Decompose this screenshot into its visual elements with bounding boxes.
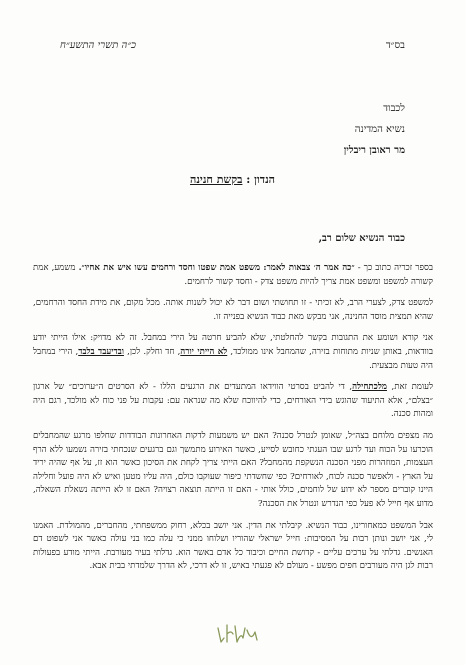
paragraph-3-bold: לא הייתי יורה (180, 346, 228, 357)
addressee-line-title: נשיא המדינה (354, 124, 405, 135)
paragraph-4 (33, 381, 433, 422)
paragraph-6: אבל המשפט כמאחורינו, כבוד הנשיא. קיבלתי את הדין. אני יושב בכלא, רחוק ממשפחתי, מהחברים, מהמולדת. האמנו לי, אני יושב ונותן רבות על המסיבות: חייל ישראלי שהוריו ושלוחו ממני כי עלה כמו בני עולה כאשר אני לשפוט דם האנשים. גדלתי על ערכים עליים - קדושת החיים וכיבוד כל אדם באשר הוא. גדלתי בעיר מעורבת. הייתי מודע בפעולות רבות לגן היה מעורבים חפים מפשע - מעולם לא פגעתי באיש, זו לא דרכי, לא הדרך שלמדתי בבית אבא. (33, 520, 433, 572)
paragraph-5: מה מצפים מלוחם בצה״ל, שאומן לנטרל סכנה? האם יש משמעות לדקות האחרונות הבודדות שחלפו מרגע שהמחבלים הוכרעו על הכוח ועד לרגע שבו העגתי כחובש לסייע, כאשר האירוע מתמשך וגם ברגעים שנכחתי בזירה נשמעו ללא הרף העצמות, המוזהרות מפני הסכנה הנשקפת מהמחבל? האם הייתי צריך לקחת את הסיכון כאשר הוא זז, על אף שהיה יריד על הארץ - ולאפשר סכנה לכוח, לאורחים? כפי שחשדתי כיפור שעוקבו כולם, היה עליו מטען ואיש לא היה פועל וחלילה היינו קוברים מספר לא ידוע של לוחמים, כולל אותי - האם זו הייתה תוצאה רצויה? האם זו לא הייתה נשאלת השאלה, מדוע אף חייל לא פעל כפי הנדרש ונטרל את הסכנה? (33, 430, 433, 509)
paragraph-3-pre: אני קורא ושומע את התגובות בקשר להחלטתי, שלא להביע חרטה על הירי במחבל. זה לא מדויק: אילו הייתי יודע בוודאות, באותן שניות מתוחות בזירה, שהמחבל אינו ממולכד, (33, 333, 433, 357)
letter-body (33, 262, 433, 582)
subject-prefix: הנדון : (246, 173, 275, 186)
bsd-mark: בס״ד (385, 40, 405, 51)
subject-topic: בקשת חנינה (190, 173, 243, 186)
paragraph-1-pre: בספר זכריה כתוב כך - (354, 263, 433, 273)
paragraph-3 (33, 332, 433, 373)
paragraph-3-post: , הירי במחבל היה טעות מבצעית. (33, 346, 433, 371)
addressee-line-to: לכבוד (383, 103, 405, 114)
greeting: כבוד הנשיא שלום רב, (318, 233, 405, 244)
addressee-block (205, 98, 405, 161)
handwritten-signature (215, 620, 261, 648)
header-row (0, 40, 465, 56)
subject-line (0, 173, 465, 186)
paragraph-1-post: משמע, אמת קשורה למשפט ומשפט אמת צריך להיות משפט צדק - וחסד קשור לרחמים. (33, 263, 433, 287)
paragraph-4-pre: לעומת זאת, (386, 382, 433, 393)
paragraph-2: למשפט צדק, לצערי הרב, לא זכיתי - זו תחושתי ושום דבר לא יכול לשנות אותה. מכל מקום, את מידת החסד והרחמים, שהיא תמצית מוסד החנינה, אני מבקש מאת כבוד הנשיא בפנייה זו. (33, 298, 433, 322)
paragraph-4-post: , די להביט בסרטי הווידאו המתעדים את הרגעים הללו - לא הסרטים ה״ערוכים״ של ארגון ״בצלם״, אלא התיעוד שהוגש בידי האורחים, כדי להיווכח שלא מה שנראה עם: עקבות על פני כוח לא מולכד, רגם היה ומהות סכנה. (33, 382, 433, 420)
paragraph-1 (33, 262, 433, 289)
paragraph-3-mid: , חד וחלק. לכן, (123, 346, 181, 357)
document-date: כ״ה תשרי התשע״ח (60, 40, 137, 51)
paragraph-1-quote: ״כה אמר ה׳ צבאות לאמר: משפט אמת שפטו וחסד ורחמים עשו איש את אחיו״. (78, 263, 355, 273)
paragraph-4-bold: מלכתחילה (352, 382, 387, 393)
addressee-name: מר ראובן ריבלין (343, 145, 405, 156)
paragraph-3-bold2: ובדיעבד בלבד (78, 346, 124, 357)
